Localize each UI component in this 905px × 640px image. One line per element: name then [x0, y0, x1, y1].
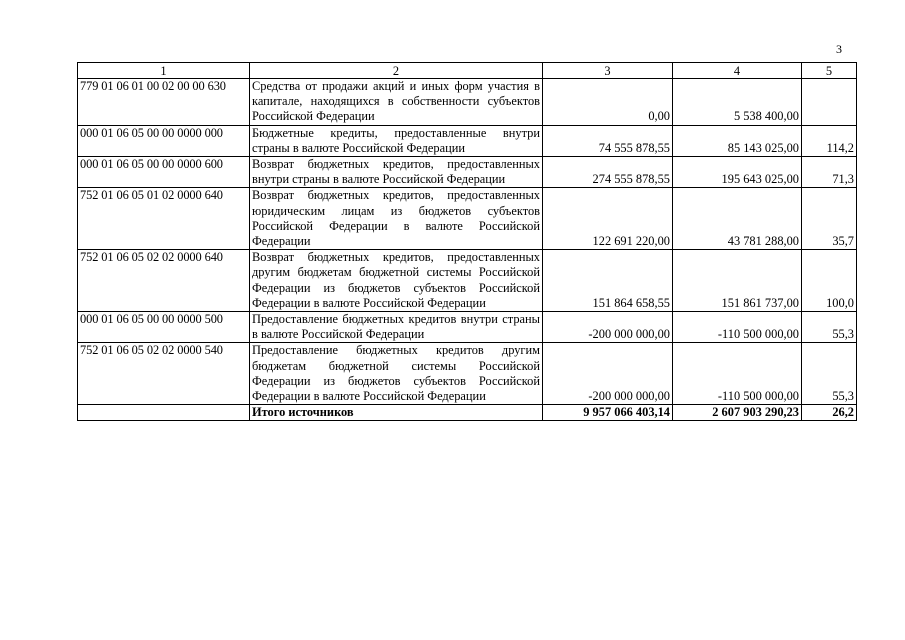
table-header-row	[78, 63, 857, 79]
col3-value: 122 691 220,00	[543, 188, 673, 250]
col4-value: 85 143 025,00	[673, 125, 802, 156]
budget-code: 752 01 06 05 01 02 0000 640	[78, 188, 250, 250]
col4-value: 5 538 400,00	[673, 79, 802, 126]
col4-value: 151 861 737,00	[673, 250, 802, 312]
row-name: Возврат бюджетных кредитов, предоставленных другим бюджетам бюджетной системы Российской Федерации из бюджетов субъектов Российской Федерации в валюте Российской Федерации	[250, 250, 543, 312]
row-name: Бюджетные кредиты, предоставленные внутри страны в валюте Российской Федерации	[250, 125, 543, 156]
total-label: Итого источников	[250, 405, 543, 421]
budget-code: 752 01 06 05 02 02 0000 640	[78, 250, 250, 312]
col4-value: 43 781 288,00	[673, 188, 802, 250]
row-name: Предоставление бюджетных кредитов другим бюджетам бюджетной системы Российской Федерации из бюджетов субъектов Российской Федерации в валюте Российской Федерации	[250, 343, 543, 405]
sources-table	[77, 62, 857, 421]
col4-value: -110 500 000,00	[673, 343, 802, 405]
col5-value: 114,2	[802, 125, 857, 156]
table-row	[78, 250, 857, 312]
total-col4: 2 607 903 290,23	[673, 405, 802, 421]
budget-code: 000 01 06 05 00 00 0000 500	[78, 312, 250, 343]
total-col5: 26,2	[802, 405, 857, 421]
total-row	[78, 405, 857, 421]
col3-value: 0,00	[543, 79, 673, 126]
header-cell: 4	[673, 63, 802, 79]
budget-code: 000 01 06 05 00 00 0000 600	[78, 157, 250, 188]
row-name: Возврат бюджетных кредитов, предоставленных юридическим лицам из бюджетов субъектов Российской Федерации в валюте Российской Федерации	[250, 188, 543, 250]
table-row	[78, 125, 857, 156]
col4-value: 195 643 025,00	[673, 157, 802, 188]
table-row	[78, 157, 857, 188]
col4-value: -110 500 000,00	[673, 312, 802, 343]
header-cell: 5	[802, 63, 857, 79]
row-name: Средства от продажи акций и иных форм участия в капитале, находящихся в собственности субъектов Российской Федерации	[250, 79, 543, 126]
col5-value: 100,0	[802, 250, 857, 312]
budget-code: 779 01 06 01 00 02 00 00 630	[78, 79, 250, 126]
col3-value: -200 000 000,00	[543, 343, 673, 405]
table-row	[78, 312, 857, 343]
budget-code: 752 01 06 05 02 02 0000 540	[78, 343, 250, 405]
col5-value: 55,3	[802, 312, 857, 343]
col3-value: 74 555 878,55	[543, 125, 673, 156]
row-name: Предоставление бюджетных кредитов внутри страны в валюте Российской Федерации	[250, 312, 543, 343]
col3-value: -200 000 000,00	[543, 312, 673, 343]
header-cell: 3	[543, 63, 673, 79]
budget-code: 000 01 06 05 00 00 0000 000	[78, 125, 250, 156]
total-code	[78, 405, 250, 421]
row-name: Возврат бюджетных кредитов, предоставленных внутри страны в валюте Российской Федерации	[250, 157, 543, 188]
header-cell: 2	[250, 63, 543, 79]
table-row	[78, 79, 857, 126]
col5-value: 55,3	[802, 343, 857, 405]
page-number: 3	[836, 42, 842, 56]
table-row	[78, 188, 857, 250]
col3-value: 151 864 658,55	[543, 250, 673, 312]
total-col3: 9 957 066 403,14	[543, 405, 673, 421]
header-cell: 1	[78, 63, 250, 79]
table-row	[78, 343, 857, 405]
col5-value	[802, 79, 857, 126]
col5-value: 71,3	[802, 157, 857, 188]
col3-value: 274 555 878,55	[543, 157, 673, 188]
col5-value: 35,7	[802, 188, 857, 250]
